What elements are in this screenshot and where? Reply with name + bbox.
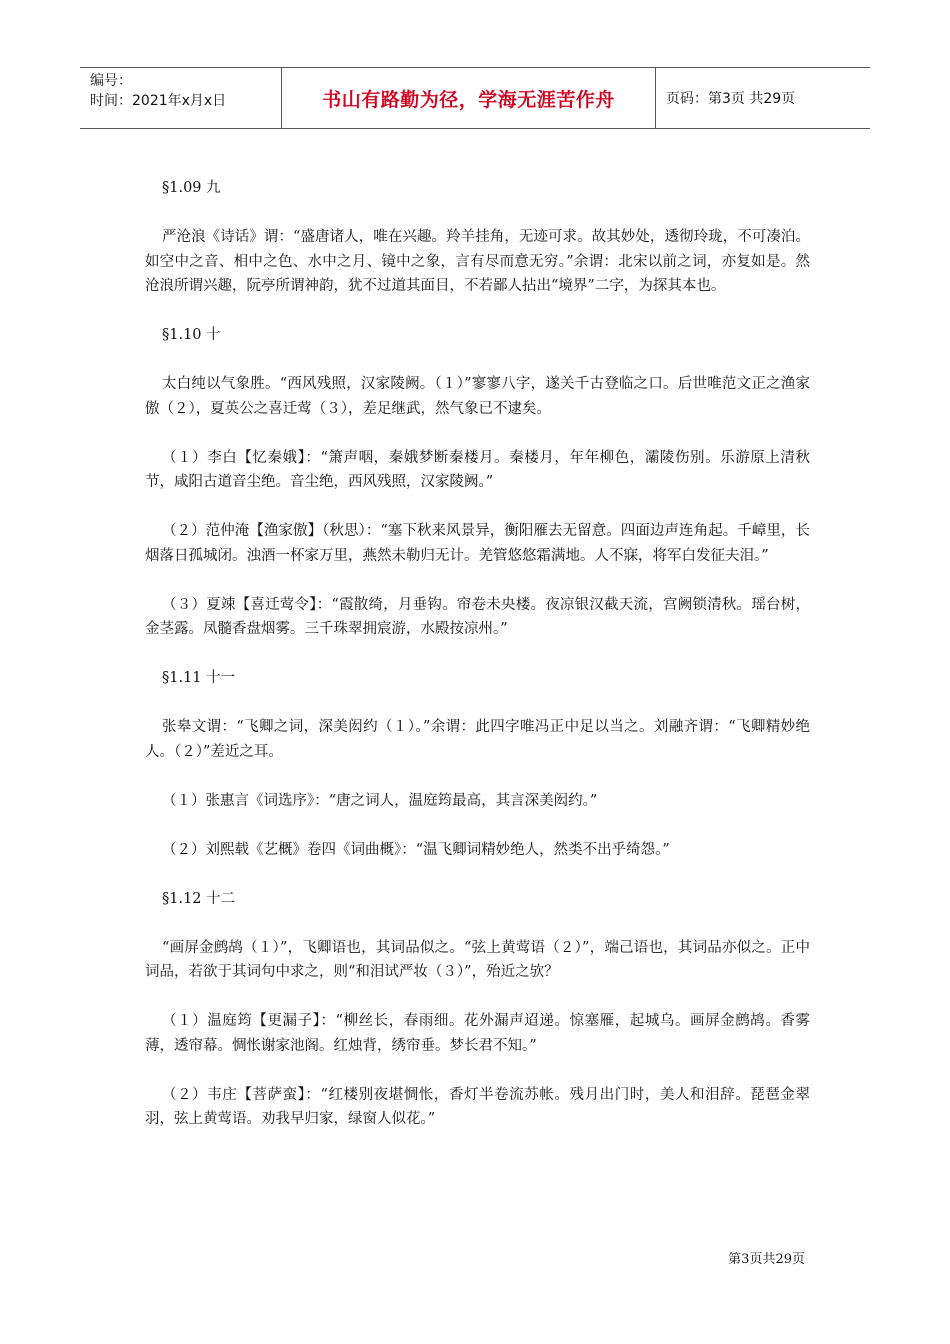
paragraph: “画屏金鹧鸪（１）”，飞卿语也，其词品似之。“弦上黄莺语（２）”，端己语也，其词品亦似之。正中词品，若欲于其词句中求之，则“和泪试严妆（３）”，殆近之欤？ <box>145 939 810 980</box>
footnote: （２）韦庄【菩萨蛮】：“红楼别夜堪惆怅，香灯半卷流苏帐。残月出门时，美人和泪辞。琵琶金翠羽，弦上黄莺语。劝我早归家，绿窗人似花。” <box>145 1086 810 1127</box>
paragraph: 太白纯以气象胜。“西风残照，汉家陵阙。（１）”寥寥八字，遂关千古登临之口。后世唯范文正之渔家傲（２），夏英公之喜迁莺（３），差足继武，然气象已不逮矣。 <box>145 376 810 417</box>
header-number: 编号： <box>90 73 132 89</box>
section-heading: §1.10 十 <box>162 327 221 343</box>
header-meta-cell <box>80 68 282 128</box>
page-header <box>80 67 870 129</box>
header-time: 时间：2021年x月x日 <box>90 93 227 109</box>
document-body <box>145 176 810 1156</box>
paragraph: 张皋文谓：“飞卿之词，深美闳约（１）。”余谓：此四字唯冯正中足以当之。刘融齐谓：“飞卿精妙绝人。（２）”差近之耳。 <box>145 719 810 760</box>
footnote: （１）温庭筠【更漏子】：“柳丝长，春雨细。花外漏声迢递。惊塞雁，起城乌。画屏金鹧鸪。香雾薄，透帘幕。惆怅谢家池阁。红烛背，绣帘垂。梦长君不知。” <box>145 1013 810 1054</box>
section-heading: §1.11 十一 <box>162 670 236 686</box>
page-footer: 第3页共29页 <box>728 1252 805 1267</box>
section-heading: §1.09 九 <box>162 180 221 196</box>
header-page-number: 页码：第3页 共29页 <box>666 91 796 107</box>
footnote: （１）张惠言《词选序》：“唐之词人，温庭筠最高，其言深美闳约。” <box>162 792 598 809</box>
footnote: （１）李白【忆秦娥】：“箫声咽，秦娥梦断秦楼月。秦楼月，年年柳色，灞陵伤别。乐游原上清秋节，咸阳古道音尘绝。音尘绝，西风残照，汉家陵阙。” <box>145 449 810 490</box>
footnote: （２）范仲淹【渔家傲】（秋思）：“塞下秋来风景异，衡阳雁去无留意。四面边声连角起。千嶂里，长烟落日孤城闭。浊酒一杯家万里，燕然未勒归无计。羌管悠悠霜满地。人不寐，将军白发征夫泪。” <box>145 523 810 564</box>
footnote: （３）夏竦【喜迁莺令】：“霞散绮，月垂钩。帘卷未央楼。夜凉银汉截天流，宫阙锁清秋。瑶台树，金茎露。凤髓香盘烟雾。三千珠翠拥宸游，水殿按凉州。” <box>145 596 810 637</box>
header-motto: 书山有路勤为径，学海无涯苦作舟 <box>282 68 656 128</box>
paragraph: 严沧浪《诗话》谓：“盛唐诸人，唯在兴趣。羚羊挂角，无迹可求。故其妙处，透彻玲珑，不可凑泊。如空中之音、相中之色、水中之月、镜中之象，言有尽而意无穷。”余谓：北宋以前之词，亦复如是。然沧浪所谓兴趣，阮亭所谓神韵，犹不过道其面目，不若鄙人拈出“境界”二字，为探其本也。 <box>145 229 810 294</box>
section-heading: §1.12 十二 <box>162 890 236 907</box>
footnote: （２）刘熙载《艺概》卷四《词曲概》：“温飞卿词精妙绝人，然类不出乎绮怨。” <box>162 841 670 858</box>
